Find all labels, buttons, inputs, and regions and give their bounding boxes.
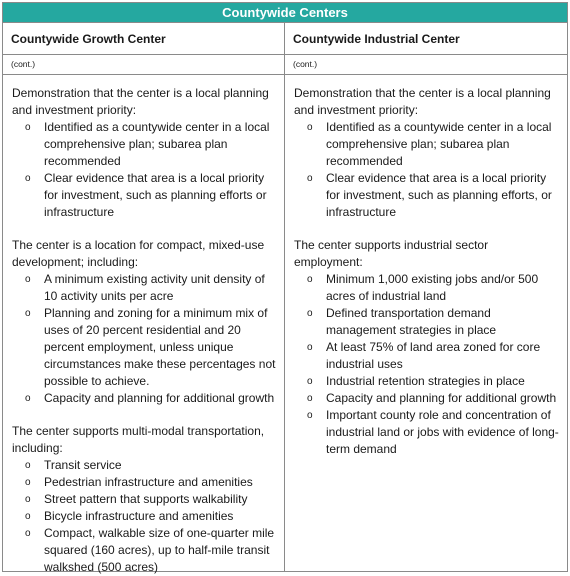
list-item [12, 390, 276, 407]
bullet-icon: o [307, 342, 313, 353]
criteria-list [12, 271, 276, 407]
growth-center-heading: Countywide Growth Center [3, 23, 284, 55]
list-item [12, 525, 276, 576]
section-intro: The center supports industrial sector employment: [294, 238, 489, 269]
criteria-list [12, 457, 276, 576]
list-item [294, 170, 559, 221]
countywide-centers-table [2, 2, 568, 572]
growth-center-cont-note: (cont.) [3, 55, 284, 75]
bullet-icon: o [25, 511, 31, 522]
industrial-center-column [285, 23, 567, 572]
bullet-icon: o [25, 274, 31, 285]
list-item [294, 271, 559, 305]
list-item-text: Compact, walkable size of one-quarter mile squared (160 acres), up to half-mile transit walkshed (500 acres) [44, 526, 275, 574]
section-intro: Demonstration that the center is a local planning and investment priority: [294, 86, 551, 117]
list-item-text: Clear evidence that area is a local priority for investment, such as planning efforts or infrastructure [44, 171, 267, 219]
list-item-text: A minimum existing activity unit density of 10 activity units per acre [44, 272, 265, 303]
list-item-text: Clear evidence that area is a local priority for investment, such as planning efforts, or infrastructure [326, 171, 552, 219]
growth-center-column [3, 23, 285, 572]
bullet-icon: o [307, 122, 313, 133]
list-item [12, 305, 276, 390]
list-item [12, 491, 276, 508]
bullet-icon: o [307, 393, 313, 404]
list-item-text: Defined transportation demand management strategies in place [326, 306, 497, 337]
criteria-list [294, 119, 559, 221]
list-item [12, 457, 276, 474]
list-item-text: Transit service [44, 458, 122, 472]
list-item-text: Planning and zoning for a minimum mix of uses of 20 percent residential and 20 percent employment, unless unique circumstances make these percentages not possible to achieve. [44, 306, 276, 388]
bullet-icon: o [25, 528, 31, 539]
growth-center-body [3, 75, 284, 576]
list-item [12, 474, 276, 491]
bullet-icon: o [25, 393, 31, 404]
bullet-icon: o [307, 308, 313, 319]
list-item-text: Capacity and planning for additional growth [44, 391, 275, 405]
list-item [294, 373, 559, 390]
bullet-icon: o [25, 173, 31, 184]
section-intro: Demonstration that the center is a local planning and investment priority: [12, 86, 269, 117]
list-item [294, 305, 559, 339]
list-item [12, 170, 276, 221]
table-banner: Countywide Centers [3, 3, 567, 23]
list-item-text: Bicycle infrastructure and amenities [44, 509, 234, 523]
bullet-icon: o [307, 376, 313, 387]
list-item-text: Important county role and concentration of industrial land or jobs with evidence of long-term demand [326, 408, 559, 456]
bullet-icon: o [25, 477, 31, 488]
industrial-center-heading: Countywide Industrial Center [285, 23, 567, 55]
list-item-text: Capacity and planning for additional growth [326, 391, 557, 405]
list-item [294, 407, 559, 458]
list-item [294, 119, 559, 170]
bullet-icon: o [25, 122, 31, 133]
list-item-text: Pedestrian infrastructure and amenities [44, 475, 253, 489]
list-item [294, 390, 559, 407]
bullet-icon: o [307, 410, 313, 421]
bullet-icon: o [25, 460, 31, 471]
criteria-list [12, 119, 276, 221]
list-item-text: Minimum 1,000 existing jobs and/or 500 acres of industrial land [326, 272, 539, 303]
industrial-center-body [285, 75, 567, 458]
list-item-text: Identified as a countywide center in a local comprehensive plan; subarea plan recommended [44, 120, 270, 168]
list-item-text: Identified as a countywide center in a local comprehensive plan; subarea plan recommended [326, 120, 552, 168]
table-columns [3, 23, 567, 572]
bullet-icon: o [307, 274, 313, 285]
list-item-text: Street pattern that supports walkability [44, 492, 248, 506]
list-item [12, 271, 276, 305]
list-item-text: Industrial retention strategies in place [326, 374, 525, 388]
list-item [12, 508, 276, 525]
section-intro: The center is a location for compact, mixed-use development; including: [12, 238, 265, 269]
bullet-icon: o [25, 308, 31, 319]
list-item [12, 119, 276, 170]
bullet-icon: o [25, 494, 31, 505]
criteria-list [294, 271, 559, 458]
bullet-icon: o [307, 173, 313, 184]
list-item [294, 339, 559, 373]
industrial-center-cont-note: (cont.) [285, 55, 567, 75]
section-intro: The center supports multi-modal transportation, including: [12, 424, 265, 455]
list-item-text: At least 75% of land area zoned for core industrial uses [326, 340, 541, 371]
